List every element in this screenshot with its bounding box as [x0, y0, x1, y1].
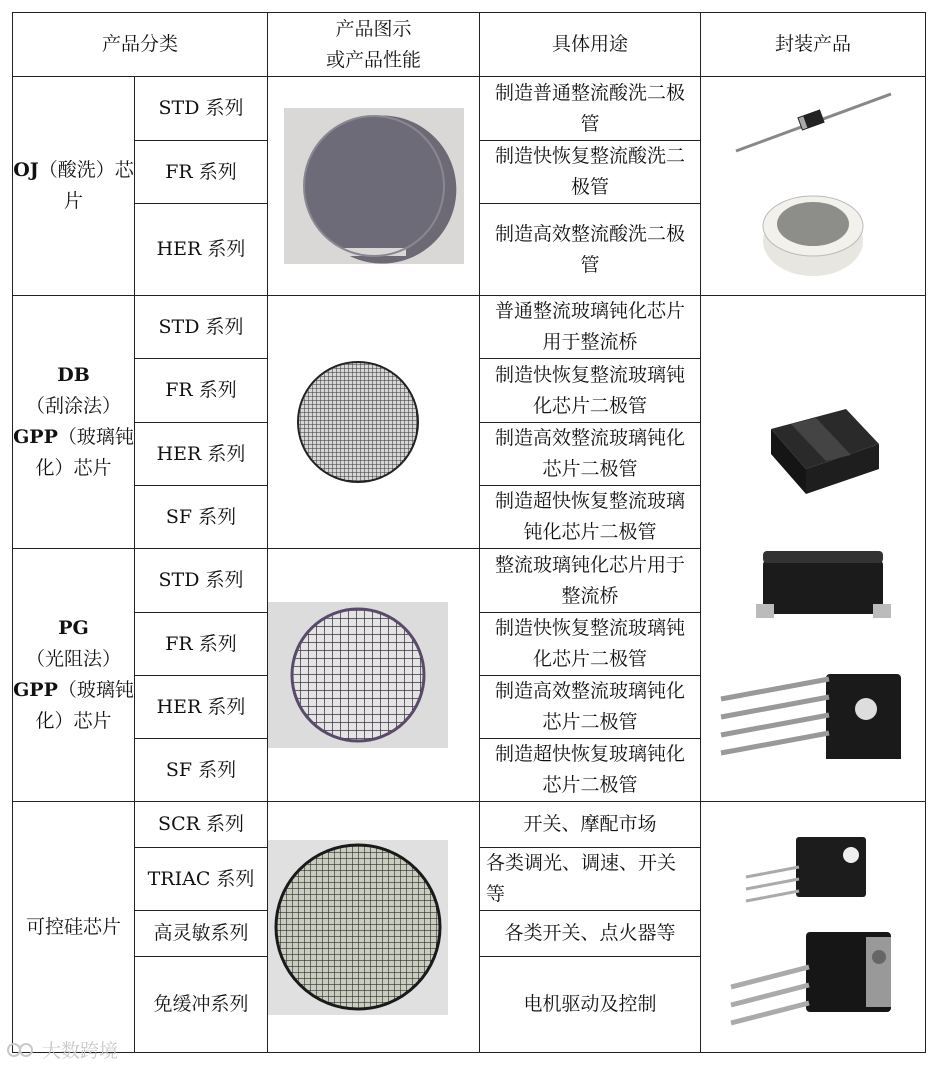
header-row [13, 13, 926, 77]
header-image-line2: 或产品性能 [326, 48, 422, 71]
usage-cell: 开关、摩配市场 [480, 802, 701, 848]
usage-cell: 制造超快恢复玻璃钝化芯片二极管 [480, 739, 701, 802]
oj-wafer-photo [284, 108, 464, 264]
watermark-text: 大数跨境 [42, 1040, 119, 1062]
series-cell: HER 系列 [135, 676, 268, 739]
series-cell: HER 系列 [135, 423, 268, 486]
usage-cell: 普通整流玻璃钝化芯片用于整流桥 [480, 296, 701, 359]
thyristor-wafer-photo [268, 840, 448, 1015]
table-row [13, 802, 926, 848]
axial-diode-photo [701, 86, 901, 286]
usage-cell: 制造普通整流酸洗二极管 [480, 77, 701, 141]
usage-cell: 制造快恢复整流玻璃钝化芯片二极管 [480, 359, 701, 423]
pg-wafer-image [268, 549, 480, 802]
usage-cell: 制造高效整流酸洗二极管 [480, 204, 701, 296]
header-category: 产品分类 [13, 13, 268, 77]
category-bold: DB [57, 364, 90, 386]
db-wafer-photo [268, 352, 448, 492]
usage-cell: 制造快恢复整流酸洗二极管 [480, 141, 701, 204]
category-text: （玻璃钝化）芯片 [35, 426, 134, 479]
usage-cell: 制造快恢复整流玻璃钝化芯片二极管 [480, 613, 701, 676]
usage-cell: 电机驱动及控制 [480, 957, 701, 1053]
series-cell: STD 系列 [135, 296, 268, 359]
smd-and-bridge-photo [701, 339, 901, 759]
db-wafer-image [268, 296, 480, 549]
usage-cell: 各类调光、调速、开关等 [480, 848, 701, 911]
watermark-logo-icon [6, 1039, 36, 1061]
category-text: （酸洗）芯片 [38, 159, 134, 212]
product-table [12, 12, 926, 1053]
series-cell: SCR 系列 [135, 802, 268, 848]
oj-wafer-image [268, 77, 480, 296]
category-bold: GPP [13, 679, 58, 701]
oj-package-image [701, 77, 926, 296]
series-cell: 高灵敏系列 [135, 911, 268, 957]
category-pg [13, 549, 135, 802]
header-image-line1: 产品图示 [335, 17, 412, 40]
thyristor-package-image [701, 802, 926, 1053]
series-cell: FR 系列 [135, 141, 268, 204]
header-image [268, 13, 480, 77]
thyristor-wafer-image [268, 802, 480, 1053]
category-db [13, 296, 135, 549]
series-cell: FR 系列 [135, 613, 268, 676]
series-cell: HER 系列 [135, 204, 268, 296]
to220-package-photo [701, 817, 901, 1037]
watermark [6, 1036, 118, 1063]
usage-cell: 整流玻璃钝化芯片用于整流桥 [480, 549, 701, 613]
usage-cell: 制造超快恢复整流玻璃钝化芯片二极管 [480, 486, 701, 549]
series-cell: SF 系列 [135, 486, 268, 549]
category-bold: GPP [13, 426, 58, 448]
gpp-package-image [701, 296, 926, 802]
table-row [13, 296, 926, 359]
series-cell: STD 系列 [135, 77, 268, 141]
usage-cell: 各类开关、点火器等 [480, 911, 701, 957]
category-text: （刮涂法） [25, 395, 121, 417]
header-usage: 具体用途 [480, 13, 701, 77]
series-cell: 免缓冲系列 [135, 957, 268, 1053]
category-text: （玻璃钝化）芯片 [35, 679, 134, 732]
table-row [13, 77, 926, 141]
category-oj [13, 77, 135, 296]
header-package: 封装产品 [701, 13, 926, 77]
usage-cell: 制造高效整流玻璃钝化芯片二极管 [480, 423, 701, 486]
series-cell: FR 系列 [135, 359, 268, 423]
pg-wafer-photo [268, 602, 448, 748]
usage-cell: 制造高效整流玻璃钝化芯片二极管 [480, 676, 701, 739]
series-cell: STD 系列 [135, 549, 268, 613]
series-cell: TRIAC 系列 [135, 848, 268, 911]
series-cell: SF 系列 [135, 739, 268, 802]
category-bold: PG [58, 617, 89, 639]
category-text: （光阻法） [25, 648, 121, 670]
category-bold: OJ [13, 159, 39, 181]
category-thyristor: 可控硅芯片 [13, 802, 135, 1053]
